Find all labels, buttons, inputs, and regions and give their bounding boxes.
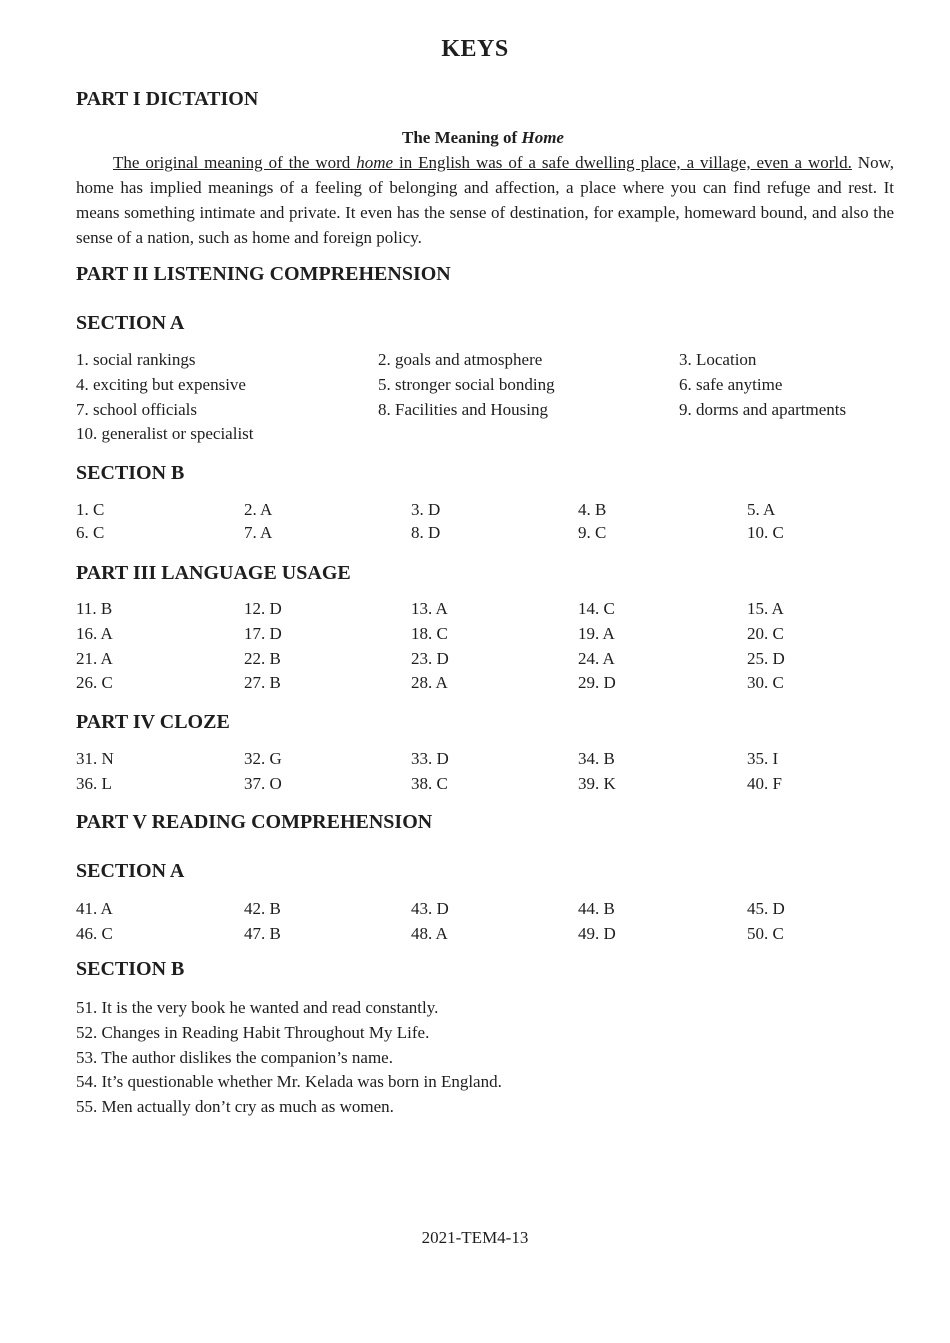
part3-heading: PART III LANGUAGE USAGE	[76, 562, 351, 584]
listening-b-row	[76, 523, 926, 548]
reading-a-answer: 45. D	[747, 899, 785, 918]
language-usage-answer: 14. C	[578, 599, 615, 618]
cloze-answer: 36. L	[76, 774, 112, 793]
page-title: KEYS	[441, 36, 509, 62]
listening-b-answer: 7. A	[244, 523, 273, 542]
reading-a-answer: 49. D	[578, 924, 616, 943]
cloze-answer: 40. F	[747, 774, 782, 793]
cloze-answer: 35. I	[747, 749, 779, 768]
listening-b-answer: 3. D	[411, 500, 441, 519]
part5-heading: PART V READING COMPREHENSION	[76, 811, 433, 833]
listening-a-row	[76, 375, 926, 400]
reading-a-answer: 46. C	[76, 924, 113, 943]
listening-b-answer: 6. C	[76, 523, 105, 542]
language-usage-answer: 19. A	[578, 624, 615, 643]
cloze-answer: 31. N	[76, 749, 114, 768]
part5-section-b-heading: SECTION B	[76, 958, 185, 980]
language-usage-answer: 15. A	[747, 599, 784, 618]
reading-a-row	[76, 924, 926, 949]
part2-section-a-heading: SECTION A	[76, 312, 185, 334]
listening-b-answer: 4. B	[578, 500, 607, 519]
cloze-answer: 38. C	[411, 774, 448, 793]
reading-a-answer: 47. B	[244, 924, 281, 943]
listening-a-row	[76, 400, 926, 425]
part1-heading: PART I DICTATION	[76, 88, 259, 110]
cloze-answer: 32. G	[244, 749, 282, 768]
reading-b-answer: 54. It’s questionable whether Mr. Kelada was born in England.	[76, 1072, 502, 1091]
language-usage-answer: 26. C	[76, 673, 113, 692]
listening-a-row	[76, 424, 926, 449]
language-usage-answer: 25. D	[747, 649, 785, 668]
language-usage-row	[76, 649, 926, 674]
listening-a-answer: 5. stronger social bonding	[378, 375, 555, 394]
listening-b-answer: 1. C	[76, 500, 105, 519]
cloze-answer: 39. K	[578, 774, 616, 793]
cloze-row	[76, 749, 926, 774]
language-usage-answer: 17. D	[244, 624, 282, 643]
language-usage-answer: 18. C	[411, 624, 448, 643]
reading-a-answer: 50. C	[747, 924, 784, 943]
language-usage-answer: 13. A	[411, 599, 448, 618]
language-usage-answer: 22. B	[244, 649, 281, 668]
language-usage-answer: 23. D	[411, 649, 449, 668]
cloze-row	[76, 774, 926, 799]
dictation-rest: Now, home has implied meanings of a feeling of belonging and affection, a place where you can find refuge and rest. It means something intimate and private. It even has the sense of destination, for example, homeward bound, and also the sense of a nation, such as home and foreign policy.	[76, 153, 894, 247]
dictation-title-prefix: The Meaning of	[402, 128, 522, 147]
language-usage-answer: 11. B	[76, 599, 113, 618]
listening-b-answer: 8. D	[411, 523, 441, 542]
listening-a-answer: 7. school officials	[76, 400, 198, 419]
listening-a-answer: 9. dorms and apartments	[679, 400, 847, 419]
language-usage-answer: 28. A	[411, 673, 448, 692]
reading-a-answer: 42. B	[244, 899, 281, 918]
dictation-paragraph	[76, 150, 894, 250]
page-footer: 2021-TEM4-13	[421, 1228, 529, 1247]
language-usage-answer: 20. C	[747, 624, 784, 643]
language-usage-answer: 30. C	[747, 673, 784, 692]
language-usage-answer: 24. A	[578, 649, 615, 668]
language-usage-answer: 21. A	[76, 649, 113, 668]
listening-a-answer: 6. safe anytime	[679, 375, 783, 394]
part5-section-a-heading: SECTION A	[76, 860, 185, 882]
listening-a-answer: 4. exciting but expensive	[76, 375, 246, 394]
reading-a-answer: 44. B	[578, 899, 615, 918]
listening-a-answer: 10. generalist or specialist	[76, 424, 254, 443]
dictation-underlined-a: The original meaning of the word	[113, 153, 357, 172]
reading-a-row	[76, 899, 926, 924]
reading-a-answer: 48. A	[411, 924, 448, 943]
language-usage-answer: 27. B	[244, 673, 281, 692]
listening-b-answer: 9. C	[578, 523, 607, 542]
dictation-underlined-b: in English was of a safe dwelling place, a village, even a world.	[393, 153, 852, 172]
dictation-title-italic: Home	[521, 128, 564, 147]
dictation-underlined-italic: home	[356, 153, 394, 172]
language-usage-row	[76, 673, 926, 698]
language-usage-answer: 16. A	[76, 624, 113, 643]
listening-b-row	[76, 500, 926, 525]
listening-a-answer: 8. Facilities and Housing	[378, 400, 548, 419]
part2-heading: PART II LISTENING COMPREHENSION	[76, 263, 451, 285]
listening-a-answer: 3. Location	[679, 350, 757, 369]
listening-b-answer: 5. A	[747, 500, 776, 519]
cloze-answer: 34. B	[578, 749, 615, 768]
part2-section-b-heading: SECTION B	[76, 462, 185, 484]
language-usage-answer: 12. D	[244, 599, 282, 618]
language-usage-row	[76, 599, 926, 624]
dictation-title	[0, 128, 950, 148]
language-usage-row	[76, 624, 926, 649]
language-usage-answer: 29. D	[578, 673, 616, 692]
listening-a-answer: 2. goals and atmosphere	[378, 350, 543, 369]
listening-b-answer: 10. C	[747, 523, 784, 542]
reading-b-answer: 51. It is the very book he wanted and read constantly.	[76, 998, 439, 1017]
listening-a-row	[76, 350, 926, 375]
cloze-answer: 37. O	[244, 774, 282, 793]
cloze-answer: 33. D	[411, 749, 449, 768]
reading-a-answer: 41. A	[76, 899, 113, 918]
listening-b-answer: 2. A	[244, 500, 273, 519]
reading-b-answer: 53. The author dislikes the companion’s name.	[76, 1048, 393, 1067]
reading-b-answer: 55. Men actually don’t cry as much as women.	[76, 1097, 394, 1116]
reading-a-answer: 43. D	[411, 899, 449, 918]
part4-heading: PART IV CLOZE	[76, 711, 230, 733]
reading-b-answer: 52. Changes in Reading Habit Throughout My Life.	[76, 1023, 430, 1042]
listening-a-answer: 1. social rankings	[76, 350, 196, 369]
